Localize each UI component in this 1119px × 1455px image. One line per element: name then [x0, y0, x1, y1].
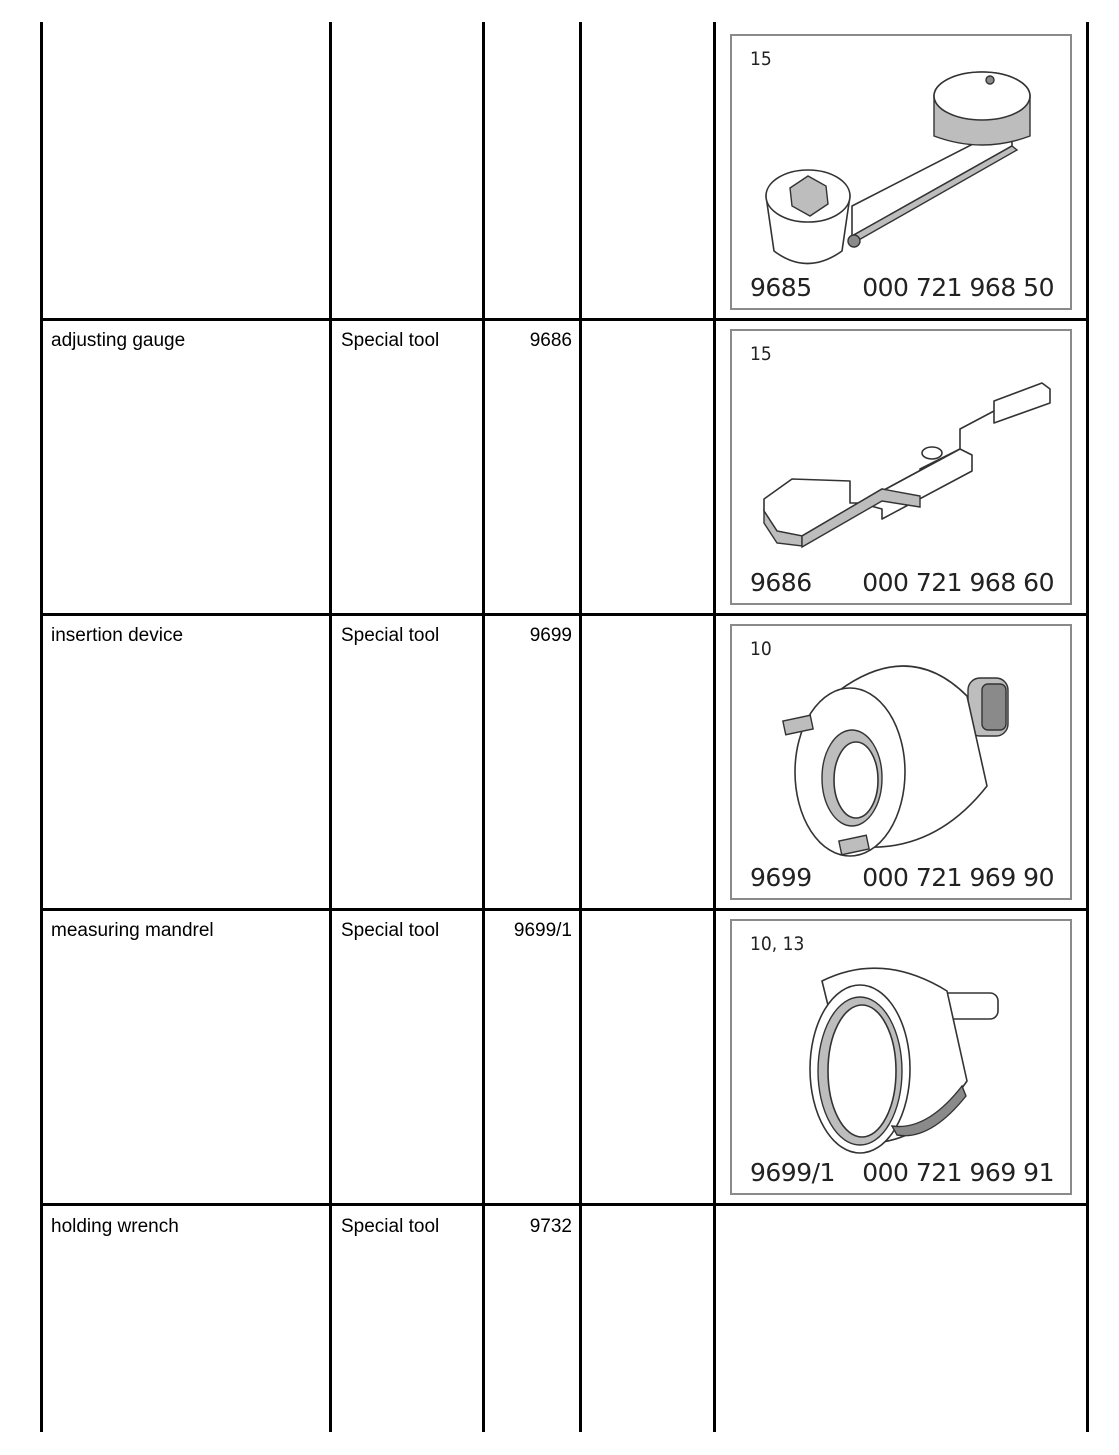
row-divider	[40, 1203, 1089, 1206]
column-divider	[482, 22, 485, 1432]
crank-socket-tool-icon	[732, 36, 1072, 310]
tool-number: 9699	[529, 625, 572, 646]
column-divider	[713, 22, 716, 1432]
tool-name: measuring mandrel	[51, 920, 214, 941]
tool-type: Special tool	[341, 625, 440, 646]
figure-part-number: 000 721 969 91	[862, 1158, 1054, 1187]
row-divider	[40, 318, 1089, 321]
figure-tool-number: 9699	[750, 863, 812, 892]
figure-reference: 15	[750, 343, 772, 365]
figure-tool-number: 9685	[750, 273, 812, 302]
tool-type: Special tool	[341, 920, 440, 941]
column-divider	[1086, 22, 1089, 1432]
figure-reference: 15	[750, 48, 772, 70]
tool-name: insertion device	[51, 625, 184, 646]
tool-name: adjusting gauge	[51, 330, 186, 351]
insertion-device-icon	[732, 626, 1072, 900]
figure-reference: 10	[750, 638, 772, 660]
tool-figure	[730, 329, 1072, 605]
column-divider	[579, 22, 582, 1432]
figure-part-number: 000 721 968 60	[862, 568, 1054, 597]
tool-figure	[730, 34, 1072, 310]
measuring-mandrel-icon	[732, 921, 1072, 1195]
tool-type: Special tool	[341, 1216, 440, 1237]
figure-reference: 10, 13	[750, 933, 805, 955]
column-divider	[329, 22, 332, 1432]
tool-figure	[730, 919, 1072, 1195]
tool-number: 9732	[529, 1216, 572, 1237]
figure-tool-number: 9699/1	[750, 1158, 835, 1187]
row-divider	[40, 613, 1089, 616]
tool-type: Special tool	[341, 330, 440, 351]
figure-part-number: 000 721 968 50	[862, 273, 1054, 302]
adjusting-gauge-icon	[732, 331, 1072, 605]
tool-number: 9686	[529, 330, 572, 351]
figure-tool-number: 9686	[750, 568, 812, 597]
figure-part-number: 000 721 969 90	[862, 863, 1054, 892]
tool-figure	[730, 624, 1072, 900]
tool-name: holding wrench	[51, 1216, 179, 1237]
column-divider	[40, 22, 43, 1432]
row-divider	[40, 908, 1089, 911]
tool-number: 9699/1	[513, 920, 572, 941]
